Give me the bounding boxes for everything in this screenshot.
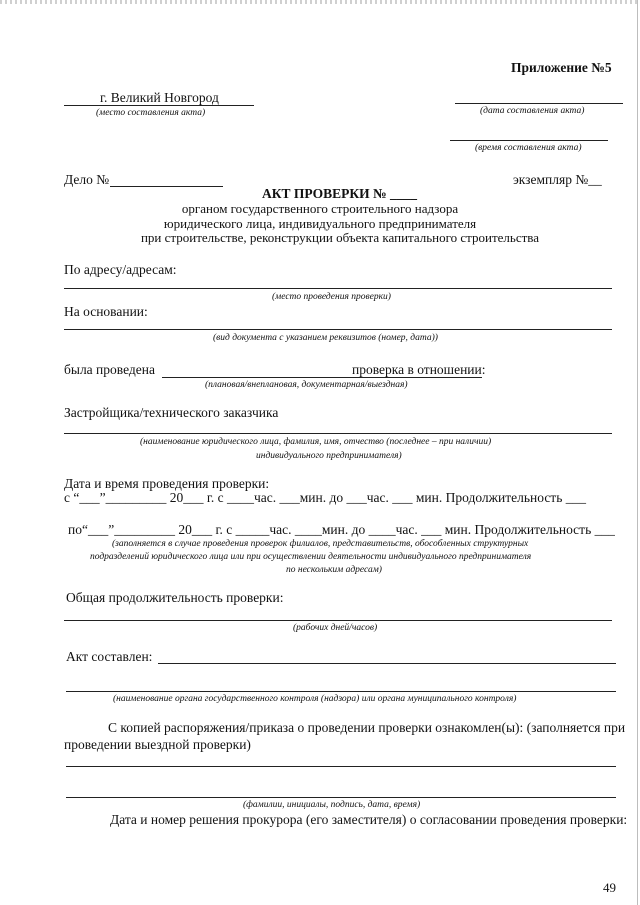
- datetime-row-from: с “___”_________ 20___ г. с ____час. ___мин. до ___час. ___ мин. Продолжительность ___: [64, 490, 586, 505]
- case-number-label: Дело №: [64, 172, 110, 187]
- city-caption: (место составления акта): [96, 108, 206, 118]
- acknowledgement-line-1: [66, 766, 616, 767]
- multi-address-caption-2: подразделений юридического лица или при осуществлении деятельности индивидуального предпринимателя: [90, 552, 532, 562]
- act-made-line-2: [66, 691, 616, 692]
- act-made-caption: (наименование органа государственного контроля (надзора) или органа муниципального контроля): [113, 694, 517, 704]
- developer-label: Застройщика/технического заказчика: [64, 405, 279, 420]
- time-line: [450, 140, 608, 141]
- acknowledgement-line-2: [66, 797, 616, 798]
- multi-address-caption-3: по нескольким адресам): [286, 565, 382, 575]
- appendix-label: Приложение №5: [511, 60, 612, 75]
- case-number-line: [110, 186, 223, 187]
- conducted-label: была проведена: [64, 362, 155, 377]
- basis-line: [64, 329, 612, 330]
- total-duration-caption: (рабочих дней/часов): [293, 623, 378, 633]
- conducted-caption: (плановая/внеплановая, документарная/выездная): [205, 380, 408, 390]
- scan-edge-noise: [0, 0, 640, 4]
- conducted-tail: проверка в отношении:: [352, 362, 486, 377]
- date-caption: (дата составления акта): [480, 106, 585, 116]
- developer-caption-1: (наименование юридического лица, фамилия, имя, отчество (последнее – при наличии): [140, 437, 492, 447]
- developer-caption-2: индивидуального предпринимателя): [256, 451, 402, 461]
- total-duration-line: [64, 620, 612, 621]
- prosecutor-text: Дата и номер решения прокурора (его заместителя) о согласовании проведения проверки:: [110, 812, 628, 827]
- title-line-1: органом государственного строительного надзора: [181, 201, 459, 216]
- date-line: [455, 103, 623, 104]
- total-duration-label: Общая продолжительность проверки:: [66, 590, 284, 605]
- address-caption: (место проведения проверки): [272, 292, 391, 302]
- basis-label: На основании:: [64, 304, 148, 319]
- scan-right-edge: [637, 0, 638, 905]
- city-value: г. Великий Новгород: [100, 90, 219, 105]
- acknowledgement-text-2: проведении выездной проверки): [64, 737, 251, 752]
- city-line: [64, 105, 254, 106]
- datetime-label: Дата и время проведения проверки:: [64, 476, 270, 491]
- page-number: 49: [603, 880, 616, 895]
- title-line-3: при строительстве, реконструкции объекта капитального строительства: [140, 230, 540, 245]
- copy-number-label: экземпляр №__: [513, 172, 602, 187]
- title-line-2: юридического лица, индивидуального предпринимателя: [163, 216, 477, 231]
- basis-caption: (вид документа с указанием реквизитов (номер, дата)): [213, 333, 438, 343]
- datetime-row-to: по“___”_________ 20___ г. с _____час. ____мин. до ____час. ___ мин. Продолжительность ___: [68, 522, 615, 537]
- multi-address-caption-1: (заполняется в случае проведения проверок филиалов, представительств, обособленных структурных: [112, 539, 529, 549]
- address-label: По адресу/адресам:: [64, 262, 177, 277]
- time-caption: (время составления акта): [475, 143, 582, 153]
- signature-caption: (фамилии, инициалы, подпись, дата, время): [243, 800, 421, 810]
- acknowledgement-text-1: С копией распоряжения/приказа о проведении проверки ознакомлен(ы): (заполняется при: [108, 720, 626, 735]
- address-line: [64, 288, 612, 289]
- act-made-line-1: [158, 663, 616, 664]
- developer-line: [64, 433, 612, 434]
- act-made-label: Акт составлен:: [66, 649, 153, 664]
- act-title: АКТ ПРОВЕРКИ № ____: [262, 186, 417, 201]
